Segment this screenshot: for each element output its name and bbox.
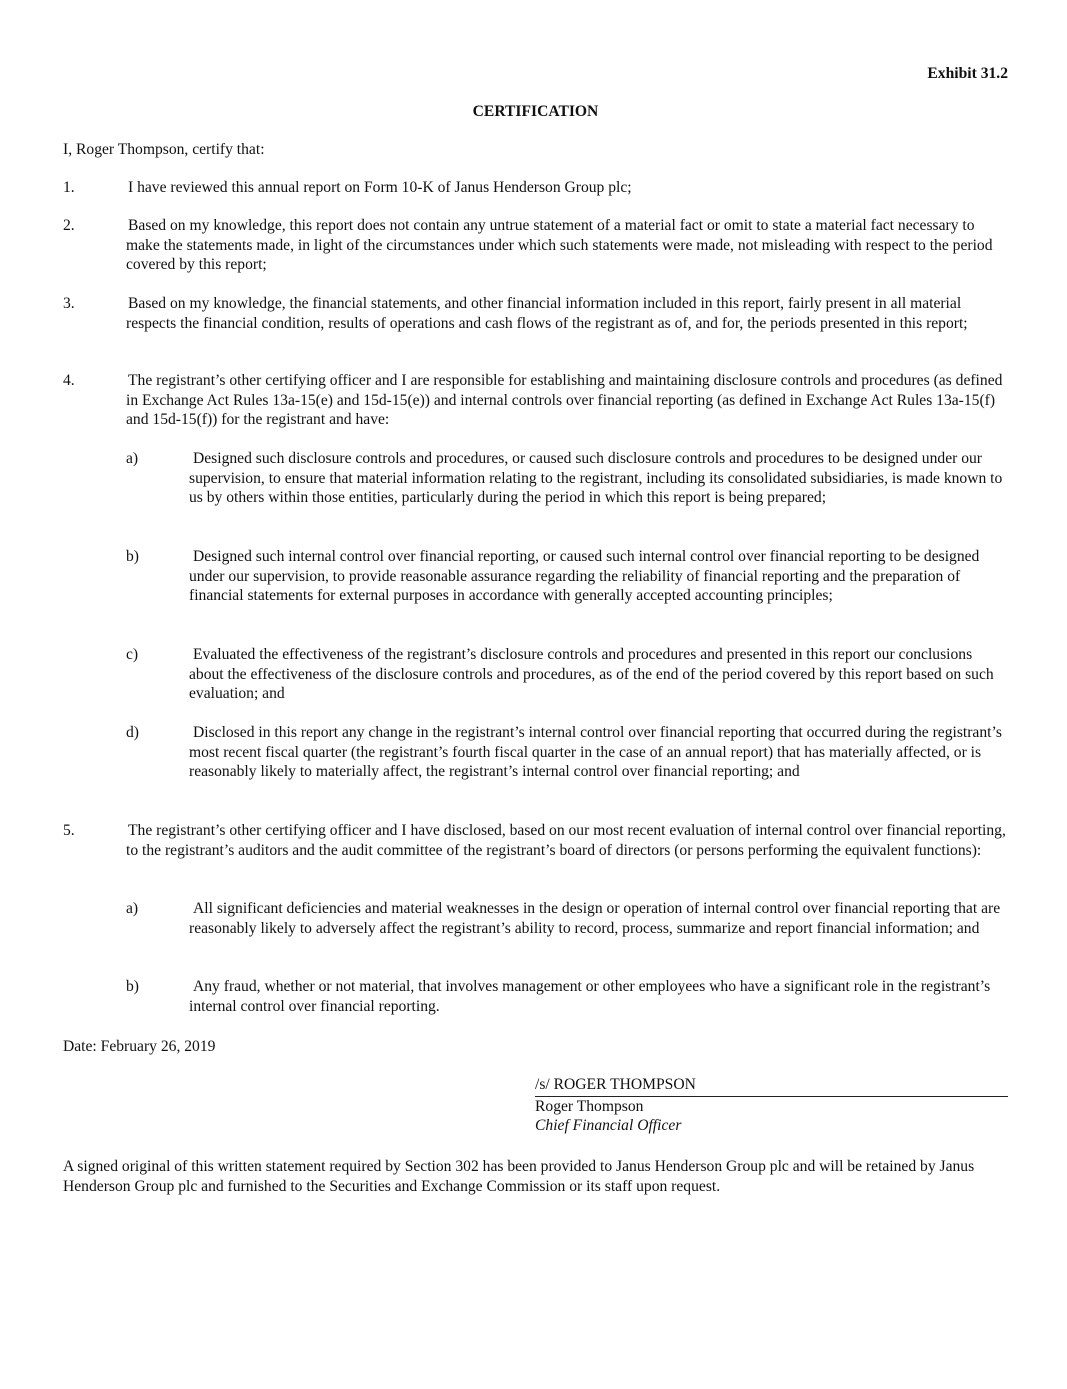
item-4 — [63, 371, 1008, 430]
sub-text: Any fraud, whether or not material, that involves management or other employees who have a significant role in the registrant’s internal control over financial reporting. — [189, 978, 991, 1015]
sub-letter: d) — [126, 724, 139, 741]
item-5-sub-a — [126, 899, 1008, 938]
signer-name: Roger Thompson — [535, 1097, 644, 1115]
sub-letter: b) — [126, 978, 139, 995]
item-4-sub-b — [126, 547, 1008, 606]
item-5-sub-b — [126, 977, 1008, 1016]
sub-text: Disclosed in this report any change in the registrant’s internal control over financial reporting that occurred during the registrant’s most recent fiscal quarter (the registrant’s fourth fiscal quarter in the case of an annual report) that has materially affected, or is reasonably likely to materially affect, the registrant’s internal control over financial reporting; and — [189, 724, 1002, 781]
item-text: Based on my knowledge, the financial statements, and other financial information included in this report, fairly present in all material respects the financial condition, results of operations and cash flows of the registrant as of, and for, the periods presented in this report; — [126, 295, 968, 332]
item-4-sub-c — [126, 645, 1008, 704]
sub-letter: a) — [126, 450, 139, 467]
sub-text: All significant deficiencies and material weaknesses in the design or operation of internal control over financial reporting that are reasonably likely to adversely affect the registrant’s ability to record, process, summarize and report financial information; and — [189, 900, 1001, 937]
item-4-sub-d — [126, 723, 1008, 782]
footer-note: A signed original of this written statement required by Section 302 has been provided to Janus Henderson Group plc and will be retained by Janus Henderson Group plc and furnished to the Securities and Exchange Commission or its staff upon request. — [63, 1158, 975, 1195]
item-number: 4. — [63, 372, 75, 389]
document-title: CERTIFICATION — [472, 103, 599, 120]
sub-letter: a) — [126, 900, 139, 917]
item-1 — [63, 178, 1008, 198]
item-4-sub-a — [126, 449, 1008, 508]
signature-line: /s/ ROGER THOMPSON — [535, 1075, 1008, 1097]
item-number: 2. — [63, 217, 75, 234]
certification-page — [63, 0, 1008, 1389]
certification-date: Date: February 26, 2019 — [63, 1038, 216, 1055]
item-text: Based on my knowledge, this report does not contain any untrue statement of a material fact or omit to state a material fact necessary to make the statements made, in light of the circumstances under which such statements were made, not misleading with respect to the period covered by this report; — [126, 217, 993, 274]
item-5 — [63, 821, 1008, 860]
item-text: I have reviewed this annual report on Form 10-K of Janus Henderson Group plc; — [128, 179, 632, 196]
item-number: 1. — [63, 179, 75, 196]
item-3 — [63, 294, 1008, 333]
item-2 — [63, 216, 1008, 275]
sub-text: Evaluated the effectiveness of the registrant’s disclosure controls and procedures and presented in this report our conclusions about the effectiveness of the disclosure controls and procedures, as of the end of the period covered by this report based on such evaluation; and — [189, 646, 994, 703]
item-number: 3. — [63, 295, 75, 312]
sub-letter: b) — [126, 548, 139, 565]
item-text: The registrant’s other certifying officer and I have disclosed, based on our most recent evaluation of internal control over financial reporting, to the registrant’s auditors and the audit committee of the registrant’s board of directors (or persons performing the equivalent functions): — [126, 822, 1006, 859]
sub-text: Designed such internal control over financial reporting, or caused such internal control over financial reporting to be designed under our supervision, to provide reasonable assurance regarding the reliability of financial reporting and the preparation of financial statements for external purposes in accordance with generally accepted accounting principles; — [189, 548, 980, 605]
sub-text: Designed such disclosure controls and procedures, or caused such disclosure controls and procedures to be designed under our supervision, to ensure that material information relating to the registrant, including its consolidated subsidiaries, is made known to us by others within those entities, particularly during the period in which this report is being prepared; — [189, 450, 1003, 507]
sub-letter: c) — [126, 646, 139, 663]
exhibit-number: Exhibit 31.2 — [927, 65, 1008, 82]
item-number: 5. — [63, 822, 75, 839]
intro-line: I, Roger Thompson, certify that: — [63, 141, 265, 158]
item-text: The registrant’s other certifying officer and I are responsible for establishing and maintaining disclosure controls and procedures (as defined in Exchange Act Rules 13a-15(e) and 15d-15(e)) and internal controls over financial reporting (as defined in Exchange Act Rules 13a-15(f) and 15d-15(f)) for the registrant and have: — [126, 372, 1003, 429]
signature-block — [535, 1075, 1008, 1136]
signer-title: Chief Financial Officer — [535, 1117, 682, 1135]
